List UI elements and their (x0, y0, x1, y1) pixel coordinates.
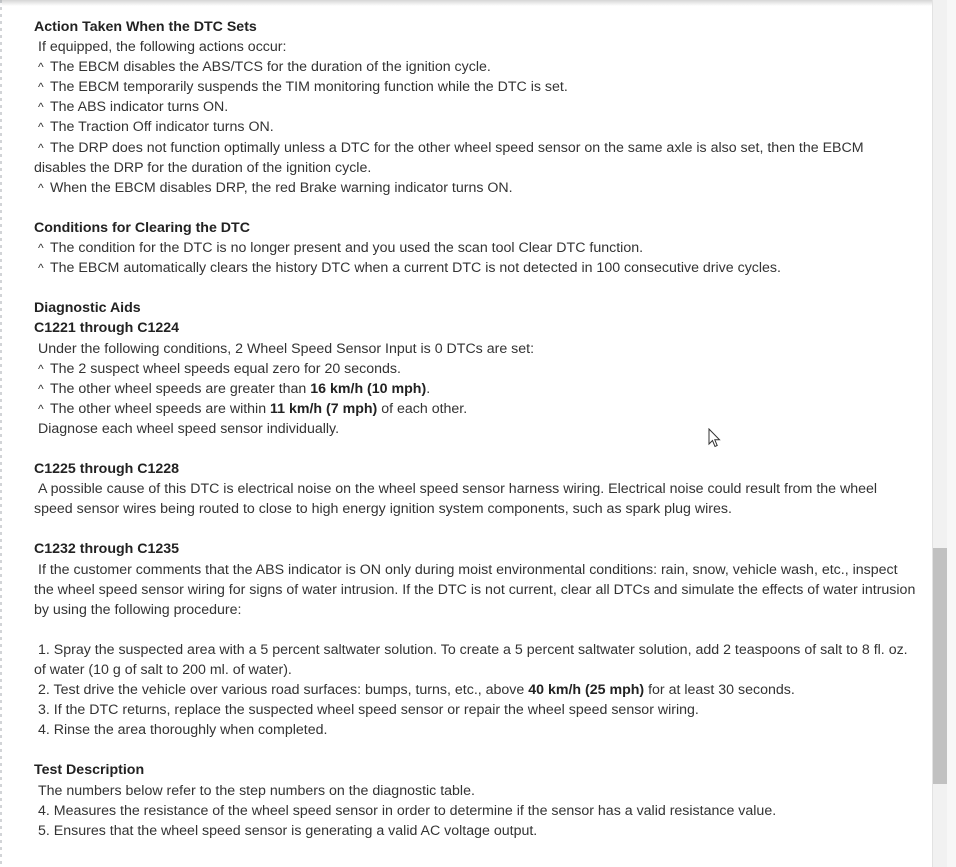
text-run: 2. Test drive the vehicle over various road surfaces: bumps, turns, etc., above (38, 682, 529, 699)
mouse-pointer-icon (708, 428, 722, 448)
section-heading: Action Taken When the DTC Sets (34, 19, 257, 35)
paragraph: Under the following conditions, 2 Wheel Speed Sensor Input is 0 DTCs are set: (38, 340, 535, 357)
section-diagnostic-aids (34, 298, 918, 439)
speed-value: 40 km/h (25 mph) (528, 682, 645, 699)
paragraph (34, 479, 918, 519)
procedure-step: 3. If the DTC returns, replace the suspected wheel speed sensor or repair the wheel speed sensor wiring. (38, 702, 699, 719)
list-item: ^ The DRP does not function optimally unless a DTC for the other wheel speed sensor on the same axle is also set, then the EBCM disables the DRP for the duration of the ignition cycle. (34, 138, 918, 178)
speed-value: 11 km/h (7 mph) (270, 400, 378, 417)
section-heading: Test Description (34, 762, 145, 779)
list-item: ^ When the EBCM disables DRP, the red Brake warning indicator turns ON. (34, 178, 918, 198)
text-run: The other wheel speeds are within (50, 400, 271, 417)
list-item: ^ The condition for the DTC is no longer present and you used the scan tool Clear DTC function. (34, 238, 918, 258)
window-edge (947, 0, 956, 867)
test-step: 4. Measures the resistance of the wheel speed sensor in order to determine if the sensor has a valid resistance value. (38, 802, 777, 819)
test-step: 5. Ensures that the wheel speed sensor is generating a valid AC voltage output. (38, 822, 538, 839)
left-edge (0, 0, 2, 867)
paragraph: The numbers below refer to the step numbers on the diagnostic table. (38, 782, 475, 799)
section-c1232 (34, 539, 918, 740)
list-item (34, 379, 918, 399)
speed-value: 16 km/h (10 mph) (310, 380, 427, 397)
section-c1225 (34, 459, 918, 519)
list-item: ^ The Traction Off indicator turns ON. (34, 117, 918, 137)
section-action-taken (34, 17, 918, 198)
text-run: A possible cause of this DTC is electrical noise on the wheel speed sensor harness wiring. Electrical noise could result from the wheel speed sensor wires being routed to close to high energy ignition system components, such as spark plug wires. (34, 481, 878, 518)
paragraph: Diagnose each wheel speed sensor individually. (38, 420, 340, 437)
spacer (34, 620, 918, 640)
section-heading: Conditions for Clearing the DTC (34, 219, 250, 236)
text-run: The other wheel speeds are greater than (50, 380, 311, 397)
section-test-description (34, 760, 918, 840)
section-heading: Diagnostic Aids (34, 300, 141, 317)
list-item: ^ The 2 suspect wheel speeds equal zero for 20 seconds. (34, 359, 918, 379)
list-item: ^ The EBCM disables the ABS/TCS for the duration of the ignition cycle. (34, 57, 918, 77)
list-item: ^ The EBCM temporarily suspends the TIM monitoring function while the DTC is set. (34, 77, 918, 97)
list-item: ^ The ABS indicator turns ON. (34, 97, 918, 117)
text-run: . (426, 380, 431, 397)
text-run: 1. Spray the suspected area with a 5 percent saltwater solution. To create a 5 percent saltwater solution, add 2 teaspoons of salt to 8 fl. oz. of water (10 g of salt to 200 ml. of water). (34, 641, 908, 678)
text-run: of each other. (377, 400, 468, 417)
top-shadow (0, 0, 932, 6)
subsection-heading: C1221 through C1224 (34, 320, 180, 337)
text-run: for at least 30 seconds. (644, 682, 795, 699)
list-item (34, 399, 918, 419)
subsection-heading: C1232 through C1235 (34, 541, 180, 558)
procedure-step: 4. Rinse the area thoroughly when completed. (38, 722, 328, 739)
procedure-step (34, 640, 918, 680)
document-content (34, 17, 918, 861)
scrollbar-thumb[interactable] (933, 548, 947, 784)
section-conditions-clearing (34, 218, 918, 278)
paragraph: If equipped, the following actions occur: (38, 39, 287, 56)
list-item: ^ The EBCM automatically clears the history DTC when a current DTC is not detected in 100 consecutive drive cycles. (34, 258, 918, 278)
paragraph (34, 560, 918, 620)
procedure-step (34, 680, 918, 700)
text-run: If the customer comments that the ABS indicator is ON only during moist environmental conditions: rain, snow, vehicle wash, etc., inspect the wheel speed sensor wiring for signs of water intrusion. If the DTC is not current, clear all DTCs and simulate the effects of water intrusion by using the following procedure: (34, 561, 916, 618)
subsection-heading: C1225 through C1228 (34, 461, 180, 478)
